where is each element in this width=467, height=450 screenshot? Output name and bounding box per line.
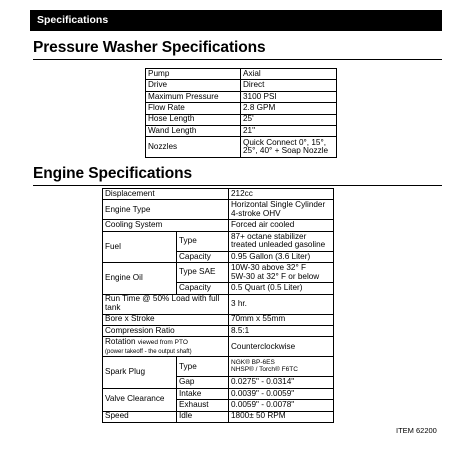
- rotation-label: Rotation: [105, 337, 136, 347]
- spec-value: 25': [241, 114, 337, 125]
- spec-label: Run Time @ 50% Load with full tank: [103, 294, 229, 314]
- spec-value: [229, 263, 334, 283]
- spec-label: Wand Length: [146, 125, 241, 136]
- spec-value: 70mm x 55mm: [229, 314, 334, 325]
- spec-value: 21": [241, 125, 337, 136]
- table-row: [146, 137, 337, 158]
- spec-value: Axial: [241, 69, 337, 80]
- spec-label: Displacement: [103, 189, 229, 200]
- spec-label: Spark Plug: [103, 357, 177, 388]
- table-row: [103, 411, 334, 422]
- table-row: [103, 263, 334, 283]
- spec-value: [229, 357, 334, 377]
- spec-value: 8.5:1: [229, 325, 334, 336]
- section-divider: [33, 185, 442, 186]
- rotation-note-detail: (power takeoff - the output shaft): [105, 348, 192, 355]
- table-row: [146, 69, 337, 80]
- spec-sublabel: Type: [177, 357, 229, 377]
- table-row: [146, 125, 337, 136]
- section-divider: [33, 59, 442, 60]
- spec-label: Hose Length: [146, 114, 241, 125]
- spec-sublabel: Capacity: [177, 283, 229, 294]
- spark-plug-ngk: NGK® BP-6ES: [231, 359, 275, 367]
- spec-value: 1800± 50 RPM: [229, 411, 334, 422]
- spec-label: Nozzles: [146, 137, 241, 158]
- spec-value: 0.0275" - 0.0314": [229, 377, 334, 388]
- spec-value: 2.8 GPM: [241, 103, 337, 114]
- spec-label: Speed: [103, 411, 177, 422]
- spec-label: Drive: [146, 80, 241, 91]
- table-row: [146, 80, 337, 91]
- spec-label: Flow Rate: [146, 103, 241, 114]
- spec-label: [103, 337, 229, 357]
- table-row: [103, 388, 334, 399]
- pressure-washer-spec-table: [145, 68, 337, 158]
- item-number: ITEM 62200: [396, 426, 437, 435]
- spec-sublabel: Idle: [177, 411, 229, 422]
- table-row: [103, 231, 334, 251]
- spec-sublabel: Gap: [177, 377, 229, 388]
- spec-value: 0.5 Quart (0.5 Liter): [229, 283, 334, 294]
- spec-label: Valve Clearance: [103, 388, 177, 411]
- spec-sublabel: Type: [177, 231, 229, 251]
- table-row: [103, 314, 334, 325]
- table-row: [103, 337, 334, 357]
- spec-sublabel: Exhaust: [177, 400, 229, 411]
- table-row: [103, 294, 334, 314]
- table-row: [103, 200, 334, 220]
- spec-label: Fuel: [103, 231, 177, 262]
- spec-value: 87+ octane stabilizer treated unleaded gasoline: [229, 231, 334, 251]
- spec-sublabel: Intake: [177, 388, 229, 399]
- spec-label: Engine Type: [103, 200, 229, 220]
- table-row: [103, 357, 334, 377]
- spec-value: 3100 PSI: [241, 91, 337, 102]
- table-row: [146, 91, 337, 102]
- table-row: [146, 114, 337, 125]
- spec-label: Maximum Pressure: [146, 91, 241, 102]
- oil-grade-warm: 10W-30 above 32° F: [231, 263, 307, 273]
- spec-label: Engine Oil: [103, 263, 177, 294]
- spec-value: Counterclockwise: [229, 337, 334, 357]
- spark-plug-alt: NHSP® / Torch® F6TC: [231, 365, 298, 373]
- table-row: [103, 189, 334, 200]
- spec-value: Quick Connect 0°, 15°, 25°, 40° + Soap Nozzle: [241, 137, 337, 158]
- spec-value: 0.95 Gallon (3.6 Liter): [229, 251, 334, 262]
- table-row: [103, 325, 334, 336]
- spec-value: 0.0059" - 0.0078": [229, 400, 334, 411]
- pressure-washer-heading: Pressure Washer Specifications: [33, 39, 266, 56]
- engine-heading: Engine Specifications: [33, 165, 192, 182]
- spec-value: Horizontal Single Cylinder 4-stroke OHV: [229, 200, 334, 220]
- spec-label: Pump: [146, 69, 241, 80]
- engine-spec-table: [102, 188, 334, 423]
- table-row: [103, 220, 334, 231]
- spec-label: Bore x Stroke: [103, 314, 229, 325]
- spec-value: Forced air cooled: [229, 220, 334, 231]
- spec-sublabel: Type SAE: [177, 263, 229, 283]
- spec-value: 212cc: [229, 189, 334, 200]
- spec-label: Compression Ratio: [103, 325, 229, 336]
- spec-value: 3 hr.: [229, 294, 334, 314]
- spec-sublabel: Capacity: [177, 251, 229, 262]
- spec-value: Direct: [241, 80, 337, 91]
- spec-value: 0.0039" - 0.0059": [229, 388, 334, 399]
- table-row: [146, 103, 337, 114]
- specifications-banner: Specifications: [30, 10, 442, 31]
- oil-grade-cold: 5W-30 at 32° F or below: [231, 271, 320, 281]
- spec-label: Cooling System: [103, 220, 229, 231]
- rotation-note: viewed from PTO: [137, 339, 188, 347]
